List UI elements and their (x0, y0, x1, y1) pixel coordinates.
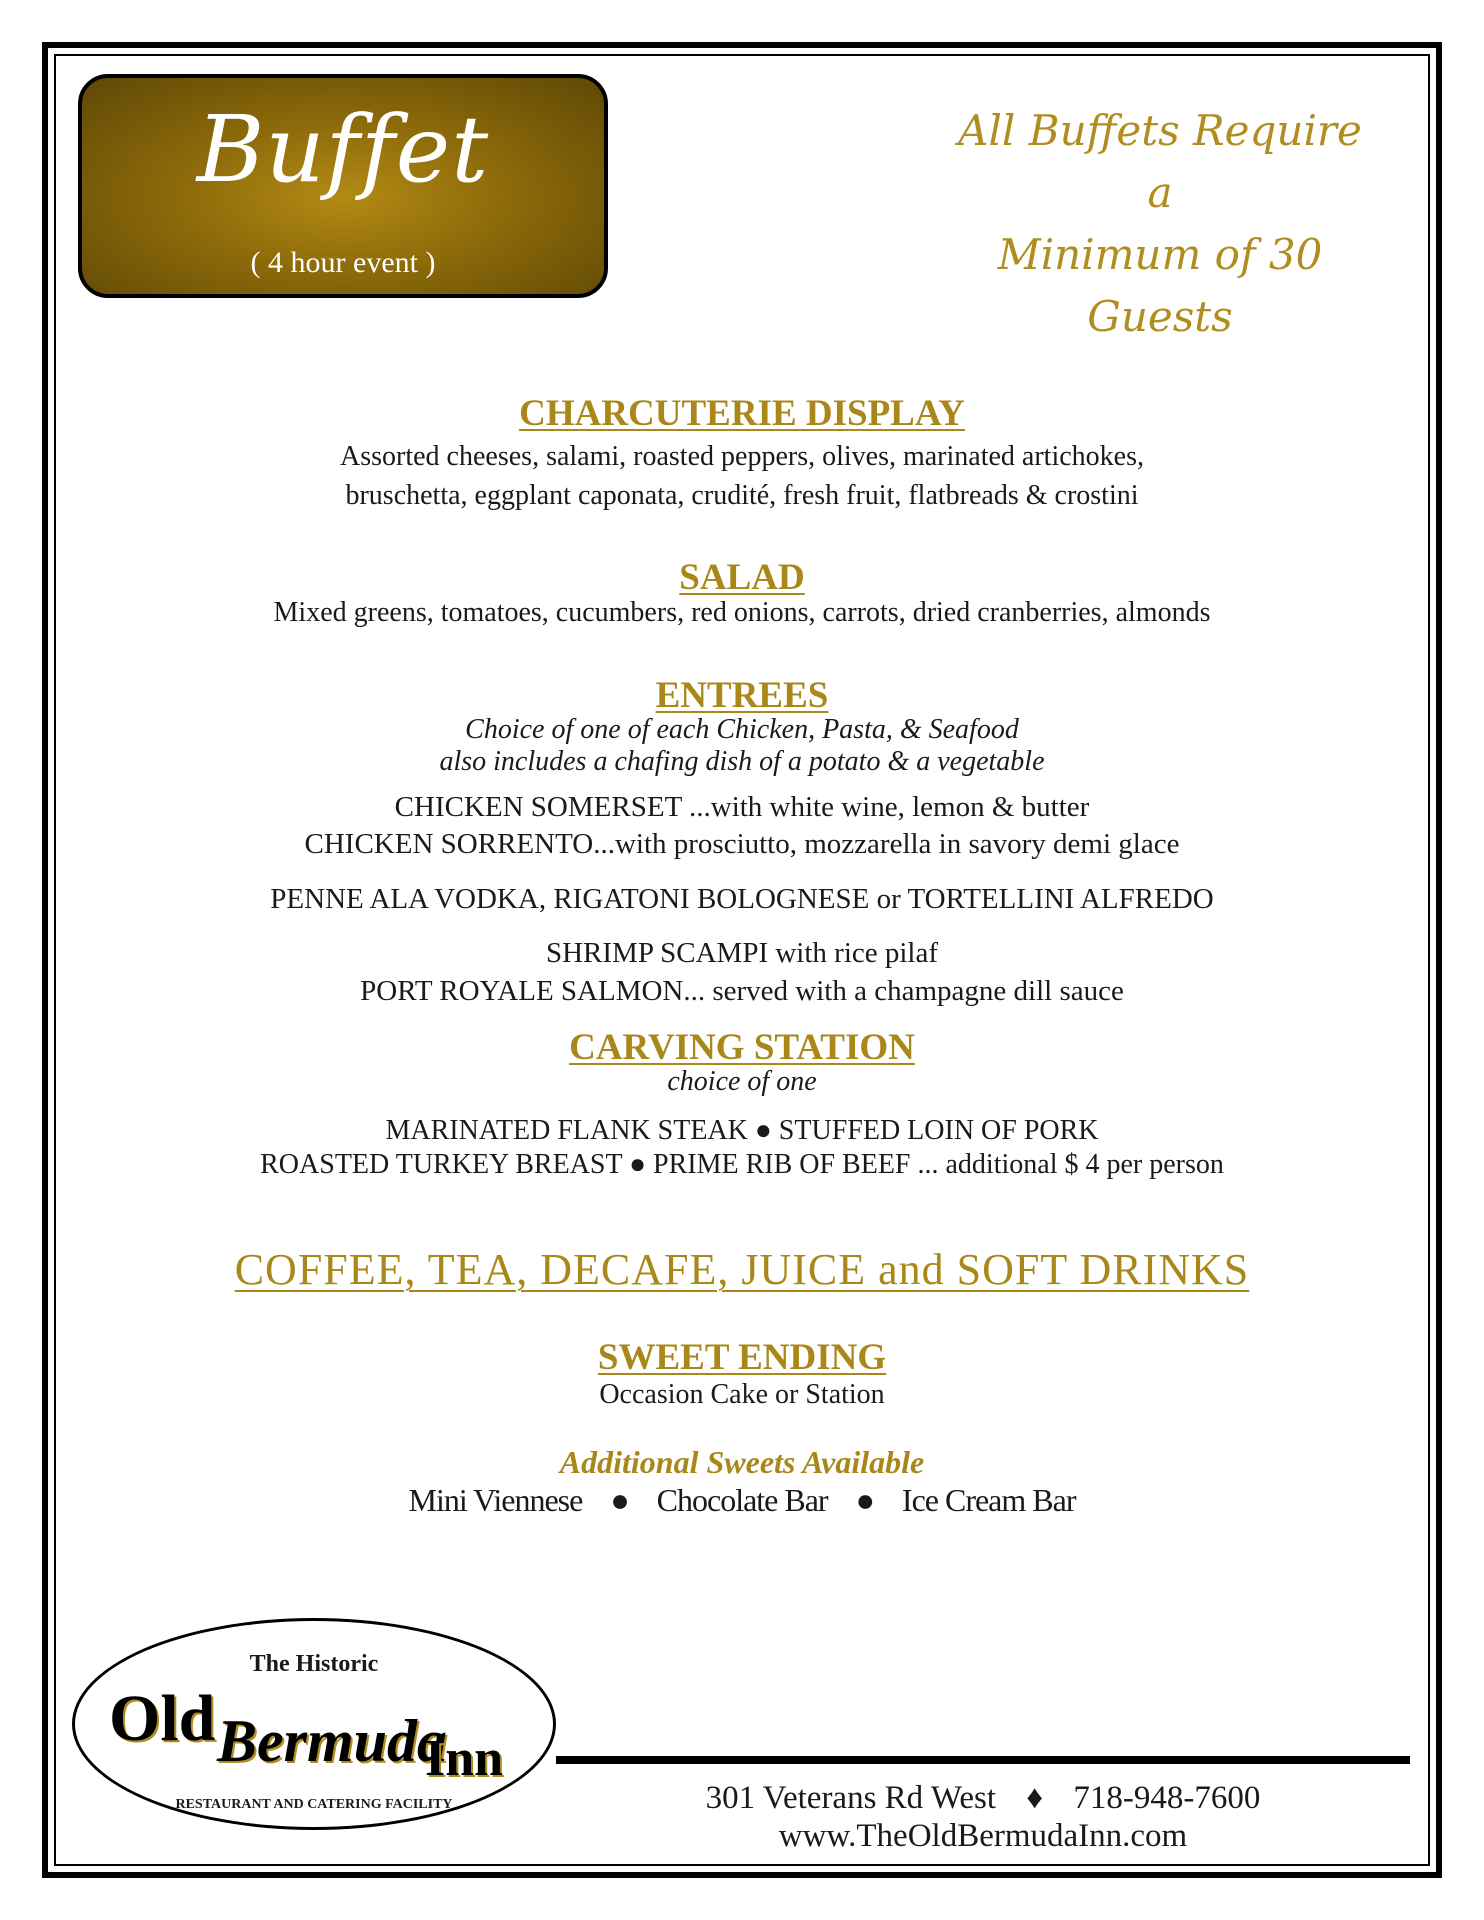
entrees-note-1: Choice of one of each Chicken, Pasta, & Seafood (465, 714, 1019, 745)
page-title: Buffet (196, 96, 490, 203)
entree-seafood-2: PORT ROYALE SALMON... served with a champagne dill sauce (360, 975, 1124, 1007)
sweet-option: Ice Cream Bar (901, 1482, 1076, 1518)
logo-historic-text: The Historic (249, 1651, 379, 1677)
carving-line-1: MARINATED FLANK STEAK ● STUFFED LOIN OF PORK (385, 1115, 1099, 1146)
website-link[interactable]: www.TheOldBermudaInn.com (778, 1818, 1188, 1854)
footer-contact (556, 1780, 1410, 1816)
bullet-icon: ● (610, 1482, 629, 1518)
additional-sweets-heading: Additional Sweets Available (559, 1444, 925, 1480)
address: 301 Veterans Rd West (705, 1780, 997, 1816)
entrees-heading: ENTREES (655, 675, 829, 716)
bullet-icon: ● (855, 1482, 874, 1518)
event-duration: ( 4 hour event ) (250, 246, 436, 279)
additional-sweets-list (150, 1482, 1334, 1519)
carving-line-2: ROASTED TURKEY BREAST ● PRIME RIB OF BEEF ... additional $ 4 per person (260, 1149, 1224, 1180)
logo-subtitle: RESTAURANT AND CATERING FACILITY (175, 1797, 453, 1812)
charcuterie-line-1: Assorted cheeses, salami, roasted peppers, olives, marinated artichokes, (340, 441, 1144, 472)
sweet-option: Chocolate Bar (656, 1482, 828, 1518)
entree-chicken-1: CHICKEN SOMERSET ...with white wine, lemon & butter (394, 791, 1090, 823)
sweet-heading: SWEET ENDING (597, 1337, 887, 1378)
charcuterie-line-2: bruschetta, eggplant caponata, crudité, fresh fruit, flatbreads & crostini (345, 480, 1139, 511)
logo-old-text: Old (109, 1682, 216, 1755)
minimum-guests-note (940, 100, 1380, 348)
charcuterie-heading: CHARCUTERIE DISPLAY (519, 393, 965, 434)
logo-bermuda-text: Bermuda (217, 1708, 448, 1774)
entree-seafood-1: SHRIMP SCAMPI with rice pilaf (545, 937, 939, 969)
entree-chicken-2: CHICKEN SORRENTO...with prosciutto, mozzarella in savory demi glace (304, 828, 1180, 860)
restaurant-logo (72, 1618, 556, 1830)
logo-inn-text: Inn (425, 1730, 504, 1787)
footer-divider (556, 1756, 1410, 1764)
minimum-line-2: Minimum of 30 Guests (997, 230, 1323, 341)
carving-heading: CARVING STATION (569, 1027, 915, 1068)
diamond-icon: ♦ (1026, 1780, 1044, 1816)
buffet-badge (78, 74, 608, 298)
salad-heading: SALAD (679, 557, 805, 598)
drinks-line: COFFEE, TEA, DECAFE, JUICE and SOFT DRINKS (234, 1245, 1250, 1294)
sweet-line: Occasion Cake or Station (599, 1379, 885, 1410)
minimum-line-1: All Buffets Require a (958, 106, 1362, 217)
salad-line: Mixed greens, tomatoes, cucumbers, red onions, carrots, dried cranberries, almonds (273, 597, 1211, 628)
entrees-note-2: also includes a chafing dish of a potato & a vegetable (439, 746, 1045, 777)
sweet-option: Mini Viennese (408, 1482, 583, 1518)
carving-note: choice of one (667, 1066, 817, 1097)
entree-pasta: PENNE ALA VODKA, RIGATONI BOLOGNESE or TORTELLINI ALFREDO (270, 883, 1214, 915)
phone-number[interactable]: 718-948-7600 (1073, 1780, 1261, 1816)
